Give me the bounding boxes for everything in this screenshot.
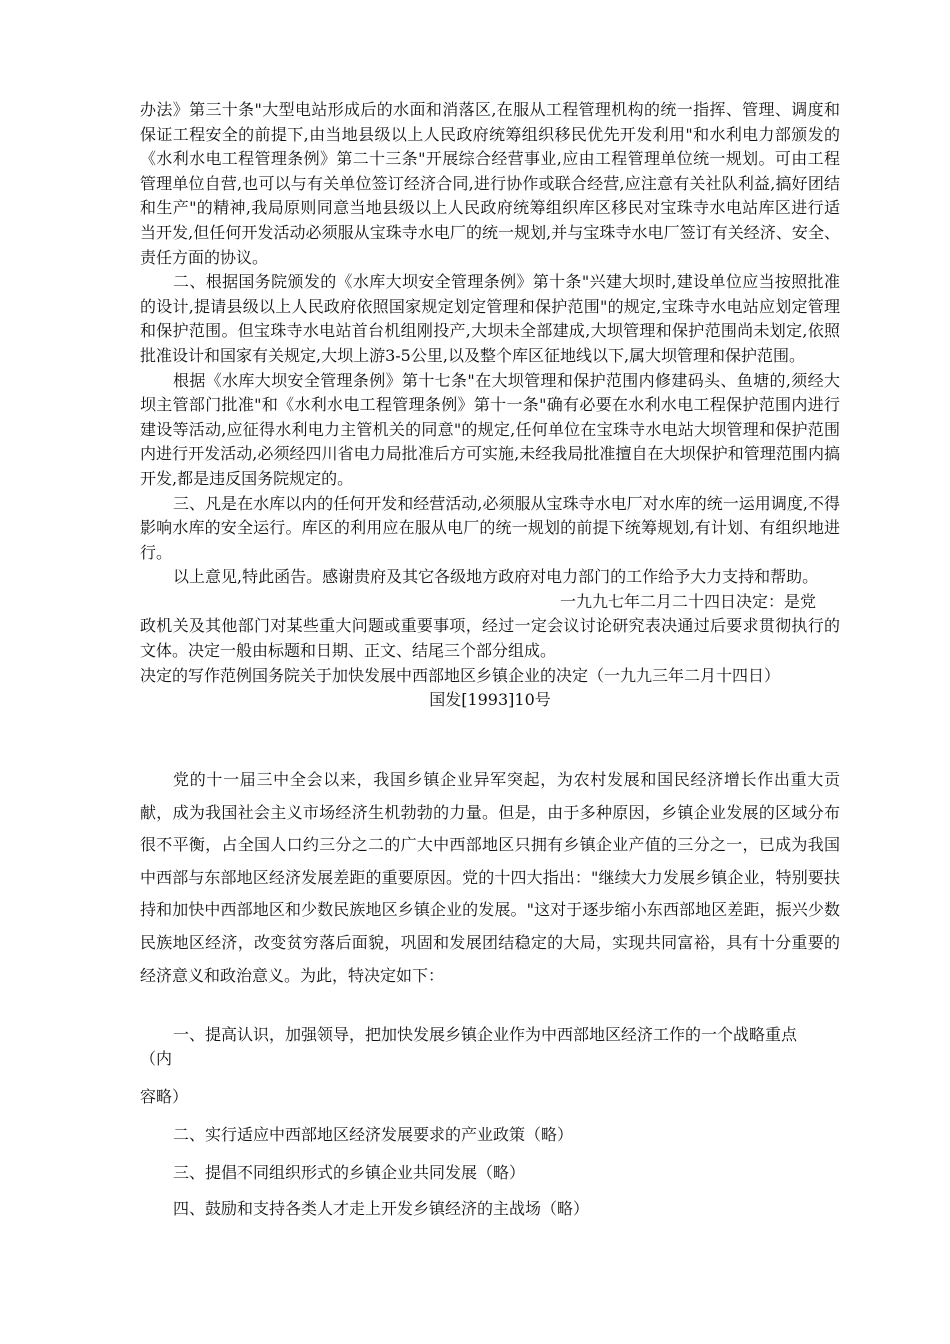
item-1-line-3: 容略）: [140, 1087, 189, 1106]
item-1-line-1: 一、提高认识，加强领导，把加快发展乡镇企业作为中西部地区经济工作的一个战略重点: [173, 1025, 798, 1044]
item-1-line-2: （内: [140, 1049, 173, 1068]
item-4: 四、鼓励和支持各类人才走上开发乡镇经济的主战场（略）: [173, 1199, 590, 1218]
decision-body: [140, 764, 840, 992]
body-paragraph: 党的十一届三中全会以来，我国乡镇企业异军突起，为农村发展和国民经济增长作出重大贡献，成为我国社会主义市场经济生机勃勃的力量。但是，由于多种原因，乡镇企业发展的区域分布很不平衡，占全国人口约三分之二的广大中西部地区只拥有乡镇企业产值的三分之一，已成为我国中西部与东部地区经济发展差距的重要原因。党的十四大指出："继续大力发展乡镇企业，特别要扶持和加快中西部地区和少数民族地区乡镇企业的发展。"这对于逐步缩小东西部地区差距，振兴少数民族地区经济，改变贫穷落后面貌，巩固和发展团结稳定的大局，实现共同富裕，具有十分重要的经济意义和政治意义。为此，特决定如下：: [140, 770, 840, 985]
item-3: 三、提倡不同组织形式的乡镇企业共同发展（略）: [173, 1163, 526, 1182]
letter-paragraph-1: 办法》第三十条"大型电站形成后的水面和消落区,在服从工程管理机构的统一指挥、管理、调度和保证工程安全的前提下,由当地县级以上人民政府统筹组织移民优先开发利用"和水利电力部颁发的《水利水电工程管理条例》第二十三条"开展综合经营事业,应由工程管理单位统一规划。可由工程管理单位自营,也可以与有关单位签订经济合同,进行协作或联合经营,应注意有关社队利益,搞好团结和生产"的精神,我局原则同意当地县级以上人民政府统筹组织库区移民对宝珠寺水电站库区进行适当开发,但任何开发活动必须服从宝珠寺水电厂的统一规划,并与宝珠寺水电厂签订有关经济、安全、责任方面的协议。: [140, 100, 840, 267]
example-title: 决定的写作范例国务院关于加快发展中西部地区乡镇企业的决定（一九九三年二月十四日）: [140, 665, 781, 685]
letter-paragraph-4: 三、凡是在水库以内的任何开发和经营活动,必须服从宝珠寺水电厂对水库的统一运用调度,不得影响水库的安全运行。库区的利用应在服从电厂的统一规划的前提下统筹规划,有计划、有组织地进行。: [140, 493, 840, 562]
letter-paragraph-3: 根据《水库大坝安全管理条例》第十七条"在大坝管理和保护范围内修建码头、鱼塘的,须经大坝主管部门批准"和《水利水电工程管理条例》第十一条"确有必要在水利水电工程保护范围内进行建设等活动,应征得水利电力主管机关的同意"的规定,任何单位在宝珠寺水电站大坝管理和保护范围内进行开发活动,必须经四川省电力局批准后方可实施,未经我局批准擅自在大坝保护和管理范围内搞开发,都是违反国务院规定的。: [140, 370, 840, 488]
definition-text: 政机关及其他部门对某些重大问题或重要事项，经过一定会议讨论研究表决通过后要求贯彻执行的文体。决定一般由标题和日期、正文、结尾三个部分组成。: [140, 616, 840, 661]
letter-paragraph-2: 二、根据国务院颁发的《水库大坝安全管理条例》第十条"兴建大坝时,建设单位应当按照批准的设计,提请县级以上人民政府依照国家规定划定管理和保护范围"的规定,宝珠寺水电站应划定管理和保护范围。但宝珠寺水电站首台机组刚投产,大坝未全部建成,大坝管理和保护范围尚未划定,依照批准设计和国家有关规定,大坝上游3-5公里,以及整个库区征地线以下,属大坝管理和保护范围。: [140, 272, 840, 365]
letter-paragraph-5: 以上意见,特此函告。感谢贵府及其它各级地方政府对电力部门的工作给予大力支持和帮助。: [173, 567, 819, 587]
document-number: 国发[1993]10号: [429, 690, 551, 710]
item-2: 二、实行适应中西部地区经济发展要求的产业政策（略）: [173, 1125, 574, 1144]
letter-section: [140, 98, 840, 713]
dateline: 一九九七年二月二十四日决定：是党: [560, 591, 817, 611]
